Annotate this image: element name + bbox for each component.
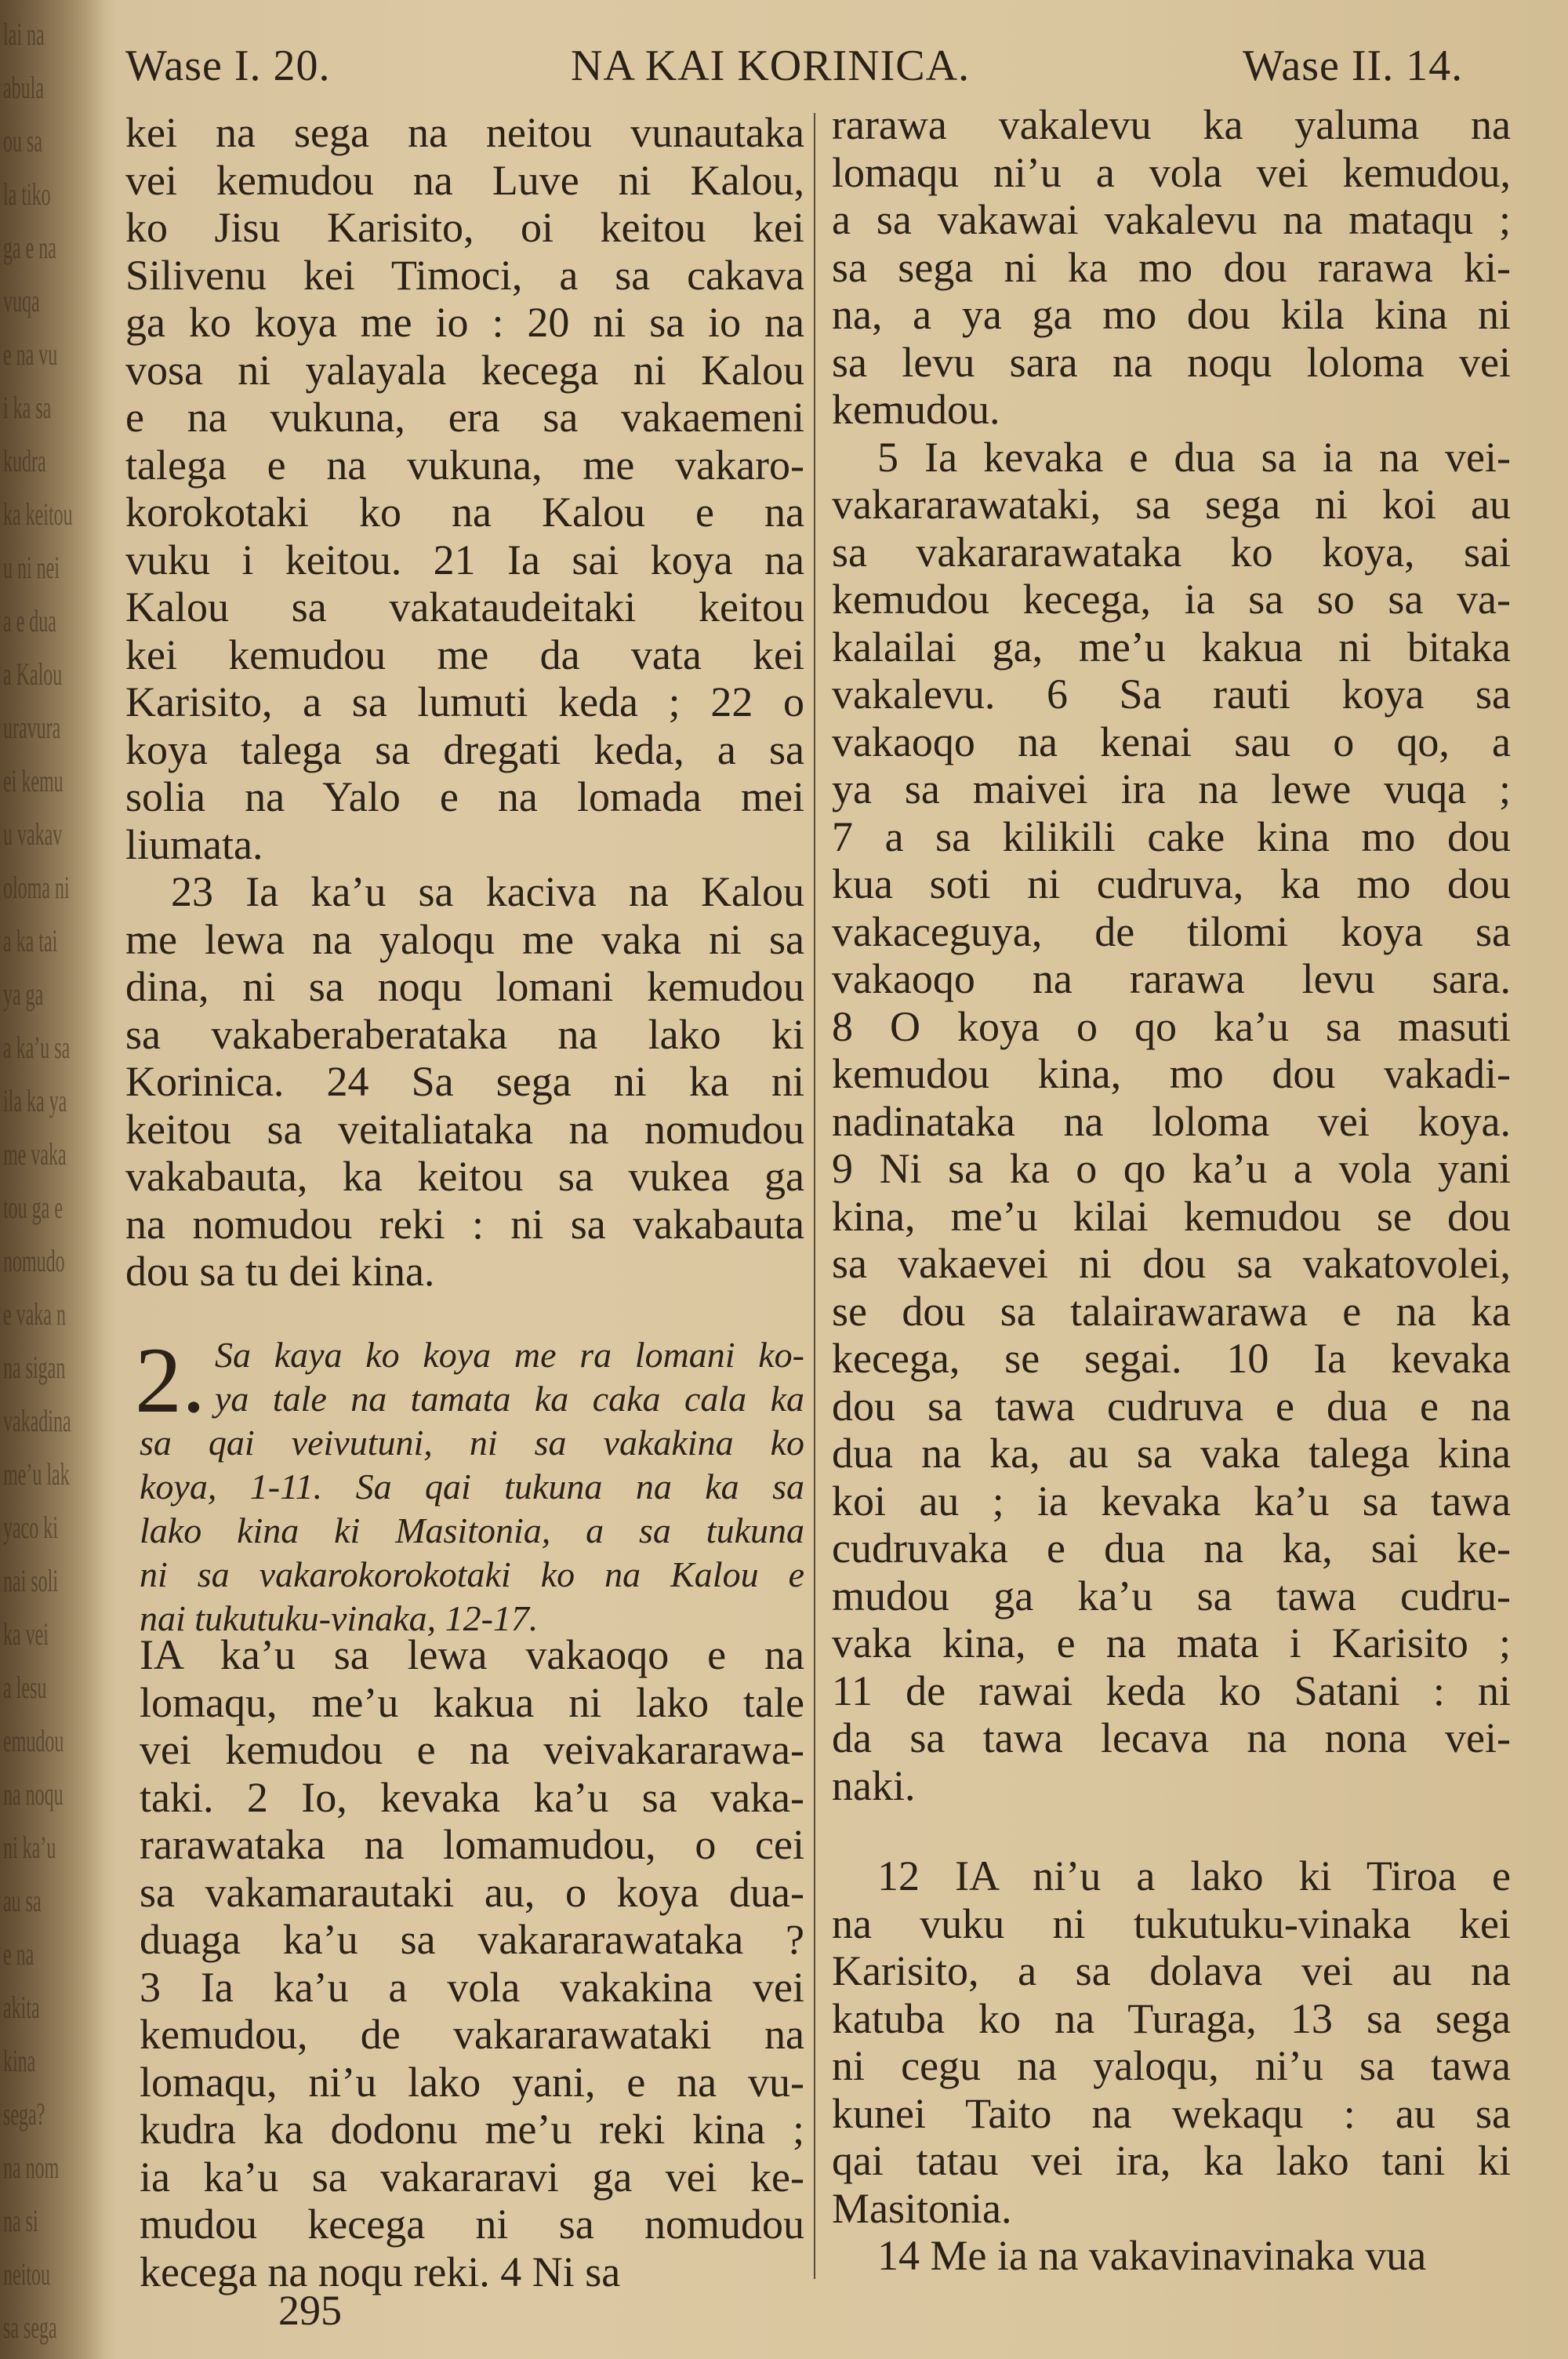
facing-page-fragment: uravura bbox=[3, 710, 61, 745]
text-line: 3 Ia ka’u a vola vakakina vei bbox=[140, 1963, 804, 2011]
facing-page-fragment: na nom bbox=[3, 2150, 60, 2185]
text-line: 8 O koya o qo ka’u sa masuti bbox=[832, 1002, 1511, 1050]
text-line: kemudou, de vakararawataki na bbox=[140, 2011, 804, 2058]
text-line: vakaceguya, de tilomi koya sa bbox=[832, 907, 1511, 955]
text-line: kecega na noqu reki. 4 Ni sa bbox=[140, 2248, 621, 2295]
facing-page-fragment: ga e na bbox=[3, 230, 56, 265]
right-column-text-1 bbox=[832, 101, 1511, 1809]
facing-page-fragment: a e dua bbox=[3, 603, 56, 638]
text-line: kemudou. bbox=[832, 386, 1000, 433]
text-line: 12 IA ni’u a lako ki Tiroa e bbox=[877, 1852, 1511, 1899]
column-divider bbox=[814, 113, 815, 2279]
facing-page-fragment: oloma ni bbox=[3, 870, 70, 905]
facing-page-fragment: na sigan bbox=[3, 1350, 66, 1385]
facing-page-fragment: na si bbox=[3, 2203, 38, 2238]
text-line: 14 Me ia na vakavinavinaka vua bbox=[877, 2232, 1427, 2279]
text-line: ni cegu na yaloqu, ni’u sa tawa bbox=[832, 2042, 1511, 2089]
text-line: dina, ni sa noqu lomani kemudou bbox=[125, 963, 804, 1010]
text-line: vei kemudou na Luve ni Kalou, bbox=[125, 156, 804, 204]
chapter-number: 2. bbox=[135, 1328, 205, 1432]
facing-page-fragment: ou sa bbox=[3, 123, 42, 158]
left-column-text-2 bbox=[140, 1631, 804, 2295]
text-line: vakabauta, ka keitou sa vukea ga bbox=[125, 1153, 804, 1200]
facing-page-fragment: sega? bbox=[3, 2096, 45, 2132]
text-line: koya talega sa dregati keda, a sa bbox=[125, 725, 804, 773]
facing-page-fragment: lai na bbox=[3, 16, 45, 52]
facing-page-fragment: nomudo bbox=[3, 1243, 65, 1278]
facing-page-fragment: au sa bbox=[3, 1883, 42, 1918]
text-line: kua soti ni cudruva, ka mo dou bbox=[832, 860, 1511, 907]
left-column-text-1 bbox=[125, 109, 804, 1296]
facing-page-fragment: ni ka’u bbox=[3, 1830, 56, 1865]
text-line: solia na Yalo e na lomada mei bbox=[125, 773, 804, 820]
facing-page-fragment: e vaka n bbox=[3, 1296, 66, 1332]
text-line: ko Jisu Karisito, oi keitou kei bbox=[125, 204, 804, 251]
text-line: lomaqu, ni’u lako yani, e na vu- bbox=[140, 2058, 804, 2106]
text-line: 7 a sa kilikili cake kina mo dou bbox=[832, 812, 1511, 860]
text-line: vosa ni yalayala kecega ni Kalou bbox=[125, 346, 804, 394]
text-line: sa levu sara na noqu loloma vei bbox=[832, 338, 1511, 386]
facing-page-fragment: e na vu bbox=[3, 336, 58, 372]
text-line: nadinataka na loloma vei koya. bbox=[832, 1097, 1511, 1145]
text-line: koi au ; ia kevaka ka’u sa tawa bbox=[832, 1477, 1511, 1525]
text-line: vakaoqo na rarawa levu sara. bbox=[832, 955, 1511, 1002]
text-line: mudou kecega ni sa nomudou bbox=[140, 2201, 804, 2248]
facing-page-fragment: me’u lak bbox=[3, 1456, 70, 1492]
text-line: vakalevu. 6 Sa rauti koya sa bbox=[832, 671, 1511, 718]
facing-page-fragment: kina bbox=[3, 2043, 36, 2078]
facing-page-fragment: ya ga bbox=[3, 976, 44, 1012]
facing-page-fragment: a ka’u sa bbox=[3, 1030, 71, 1065]
text-line: sa sega ni ka mo dou rarawa ki- bbox=[832, 243, 1511, 291]
text-line: mudou ga ka’u sa tawa cudru- bbox=[832, 1572, 1511, 1619]
facing-page-fragment: ka vei bbox=[3, 1616, 49, 1652]
text-line: liumata. bbox=[125, 820, 263, 868]
facing-page-fragment: ka keitou bbox=[3, 496, 73, 532]
text-line: da sa tawa lecava na nona vei- bbox=[832, 1714, 1511, 1761]
text-line: qai tatau vei ira, ka lako tani ki bbox=[832, 2137, 1511, 2184]
running-head-right: Wase II. 14. bbox=[1243, 42, 1464, 90]
text-line: lako kina ki Masitonia, a sa tukuna bbox=[140, 1510, 804, 1550]
text-line: katuba ko na Turaga, 13 sa sega bbox=[832, 1994, 1511, 2042]
text-line: dou sa tawa cudruva e dua e na bbox=[832, 1382, 1511, 1430]
text-line: sa vakararawataka ko koya, sai bbox=[832, 528, 1511, 576]
text-line: kei kemudou me da vata kei bbox=[125, 631, 804, 678]
text-line: sa qai veivutuni, ni sa vakakina ko bbox=[140, 1423, 804, 1463]
text-line: ya tale na tamata ka caka cala ka bbox=[215, 1379, 804, 1419]
text-line: cudruvaka e dua na ka, sai ke- bbox=[832, 1525, 1511, 1572]
text-line: me lewa na yaloqu me vaka ni sa bbox=[125, 915, 804, 963]
text-line: rarawa vakalevu ka yaluma na bbox=[832, 101, 1511, 148]
text-line: naki. bbox=[832, 1761, 916, 1809]
text-line: vei kemudou e na veivakararawa- bbox=[140, 1726, 804, 1773]
facing-page-fragment: me vaka bbox=[3, 1136, 67, 1172]
facing-page-edge bbox=[0, 0, 106, 2359]
text-line: 9 Ni sa ka o qo ka’u a vola yani bbox=[832, 1145, 1511, 1192]
text-line: dou sa tu dei kina. bbox=[125, 1248, 435, 1295]
text-line: duaga ka’u sa vakararawataka ? bbox=[140, 1916, 804, 1963]
facing-page-fragment: ei kemu bbox=[3, 763, 64, 798]
facing-page-fragment: a Kalou bbox=[3, 656, 63, 692]
text-line: Masitonia. bbox=[832, 2184, 1012, 2232]
facing-page-fragment: i ka sa bbox=[3, 390, 52, 425]
facing-page-fragment: tou ga e bbox=[3, 1190, 63, 1225]
facing-page-fragment: la tiko bbox=[3, 176, 51, 212]
text-line: lomaqu ni’u a vola vei kemudou, bbox=[832, 148, 1511, 196]
text-line: sa vakaberaberataka na lako ki bbox=[125, 1010, 804, 1058]
text-line: Silivenu kei Timoci, a sa cakava bbox=[125, 251, 804, 299]
text-line: nai tukutuku-vinaka, 12-17. bbox=[140, 1598, 539, 1638]
facing-page-fragment: u vakav bbox=[3, 816, 63, 852]
text-line: kei na sega na neitou vunautaka bbox=[125, 109, 804, 156]
running-head-title: NA KAI KORINICA. bbox=[571, 42, 971, 90]
text-line: sa vakamarautaki au, o koya dua- bbox=[140, 1868, 804, 1916]
text-line: koya, 1-11. Sa qai tukuna na ka sa bbox=[140, 1467, 804, 1507]
text-line: e na vukuna, era sa vakaemeni bbox=[125, 394, 804, 441]
right-column-text-2 bbox=[832, 1852, 1511, 2280]
text-line: Kalou sa vakataudeitaki keitou bbox=[125, 583, 804, 631]
facing-page-fragment: u ni nei bbox=[3, 550, 60, 585]
text-line: kudra ka dodonu me’u reki kina ; bbox=[140, 2106, 804, 2153]
facing-page-fragment: emudou bbox=[3, 1723, 64, 1758]
text-line: vakaoqo na kenai sau o qo, a bbox=[832, 718, 1511, 765]
text-line: taki. 2 Io, kevaka ka’u sa vaka- bbox=[140, 1773, 804, 1821]
text-line: 5 Ia kevaka e dua sa ia na vei- bbox=[877, 433, 1511, 481]
text-line: Karisito, a sa dolava vei au na bbox=[832, 1947, 1511, 1994]
text-line: vaka kina, e na mata i Karisito ; bbox=[832, 1619, 1511, 1667]
text-line: kina, me’u kilai kemudou se dou bbox=[832, 1192, 1511, 1240]
text-line: sa vakaevei ni dou sa vakatovolei, bbox=[832, 1240, 1511, 1287]
text-line: talega e na vukuna, me vakaro- bbox=[125, 441, 804, 489]
text-line: a sa vakawai vakalevu na mataqu ; bbox=[832, 196, 1511, 243]
facing-page-fragment: vuqa bbox=[3, 283, 40, 318]
page-number: 295 bbox=[278, 2287, 342, 2334]
text-line: ga ko koya me io : 20 ni sa io na bbox=[125, 299, 804, 346]
text-line: keitou sa veitaliataka na nomudou bbox=[125, 1105, 804, 1153]
chapter-summary bbox=[140, 1333, 804, 1641]
facing-page-fragment: ila ka ya bbox=[3, 1083, 67, 1118]
text-line: 23 Ia ka’u sa kaciva na Kalou bbox=[171, 868, 804, 915]
text-line: korokotaki ko na Kalou e na bbox=[125, 489, 804, 536]
facing-page-fragment: yaco ki bbox=[3, 1510, 58, 1545]
text-line: kalailai ga, me’u kakua ni bitaka bbox=[832, 623, 1511, 671]
text-line: na, a ya ga mo dou kila kina ni bbox=[832, 291, 1511, 338]
text-line: se dou sa talairawarawa e na ka bbox=[832, 1287, 1511, 1335]
facing-page-fragment: neitou bbox=[3, 2256, 50, 2292]
text-line: ia ka’u sa vakararavi ga vei ke- bbox=[140, 2153, 804, 2201]
facing-page-fragment: sa sega bbox=[3, 2310, 57, 2345]
facing-page-fragment: vakadina bbox=[3, 1403, 71, 1438]
text-line: na nomudou reki : ni sa vakabauta bbox=[125, 1200, 804, 1248]
text-line: na vuku ni tukutuku-vinaka kei bbox=[832, 1899, 1511, 1947]
text-line: vakararawataki, sa sega ni koi au bbox=[832, 481, 1511, 528]
text-line: Korinica. 24 Sa sega ni ka ni bbox=[125, 1058, 804, 1105]
facing-page-fragment: e na bbox=[3, 1936, 34, 1972]
text-line: dua na ka, au sa vaka talega kina bbox=[832, 1430, 1511, 1477]
text-line: kemudou kina, mo dou vakadi- bbox=[832, 1050, 1511, 1097]
text-line: 11 de rawai keda ko Satani : ni bbox=[832, 1667, 1511, 1714]
facing-page-fragment: abula bbox=[3, 70, 44, 105]
facing-page-fragment: a ka tai bbox=[3, 923, 58, 958]
text-line: rarawataka na lomamudou, o cei bbox=[140, 1821, 804, 1868]
text-line: ya sa maivei ira na lewe vuqa ; bbox=[832, 765, 1511, 812]
facing-page-fragment: kudra bbox=[3, 443, 46, 478]
text-line: kunei Taito na wekaqu : au sa bbox=[832, 2089, 1511, 2137]
text-line: ni sa vakarokorokotaki ko na Kalou e bbox=[140, 1554, 804, 1594]
facing-page-fragment: a lesu bbox=[3, 1670, 47, 1705]
text-line: kemudou kecega, ia sa so sa va- bbox=[832, 576, 1511, 623]
text-line: Sa kaya ko koya me ra lomani ko- bbox=[215, 1335, 804, 1375]
text-line: vuku i keitou. 21 Ia sai koya na bbox=[125, 536, 804, 583]
text-line: lomaqu, me’u kakua ni lako tale bbox=[140, 1678, 804, 1726]
facing-page-fragment: akita bbox=[3, 1990, 40, 2025]
running-head-left: Wase I. 20. bbox=[125, 42, 331, 90]
text-line: kecega, se segai. 10 Ia kevaka bbox=[832, 1335, 1511, 1382]
facing-page-fragment: na noqu bbox=[3, 1776, 64, 1812]
text-line: Karisito, a sa lumuti keda ; 22 o bbox=[125, 678, 804, 725]
text-line: IA ka’u sa lewa vakaoqo e na bbox=[140, 1631, 804, 1678]
facing-page-fragment: nai soli bbox=[3, 1563, 59, 1598]
